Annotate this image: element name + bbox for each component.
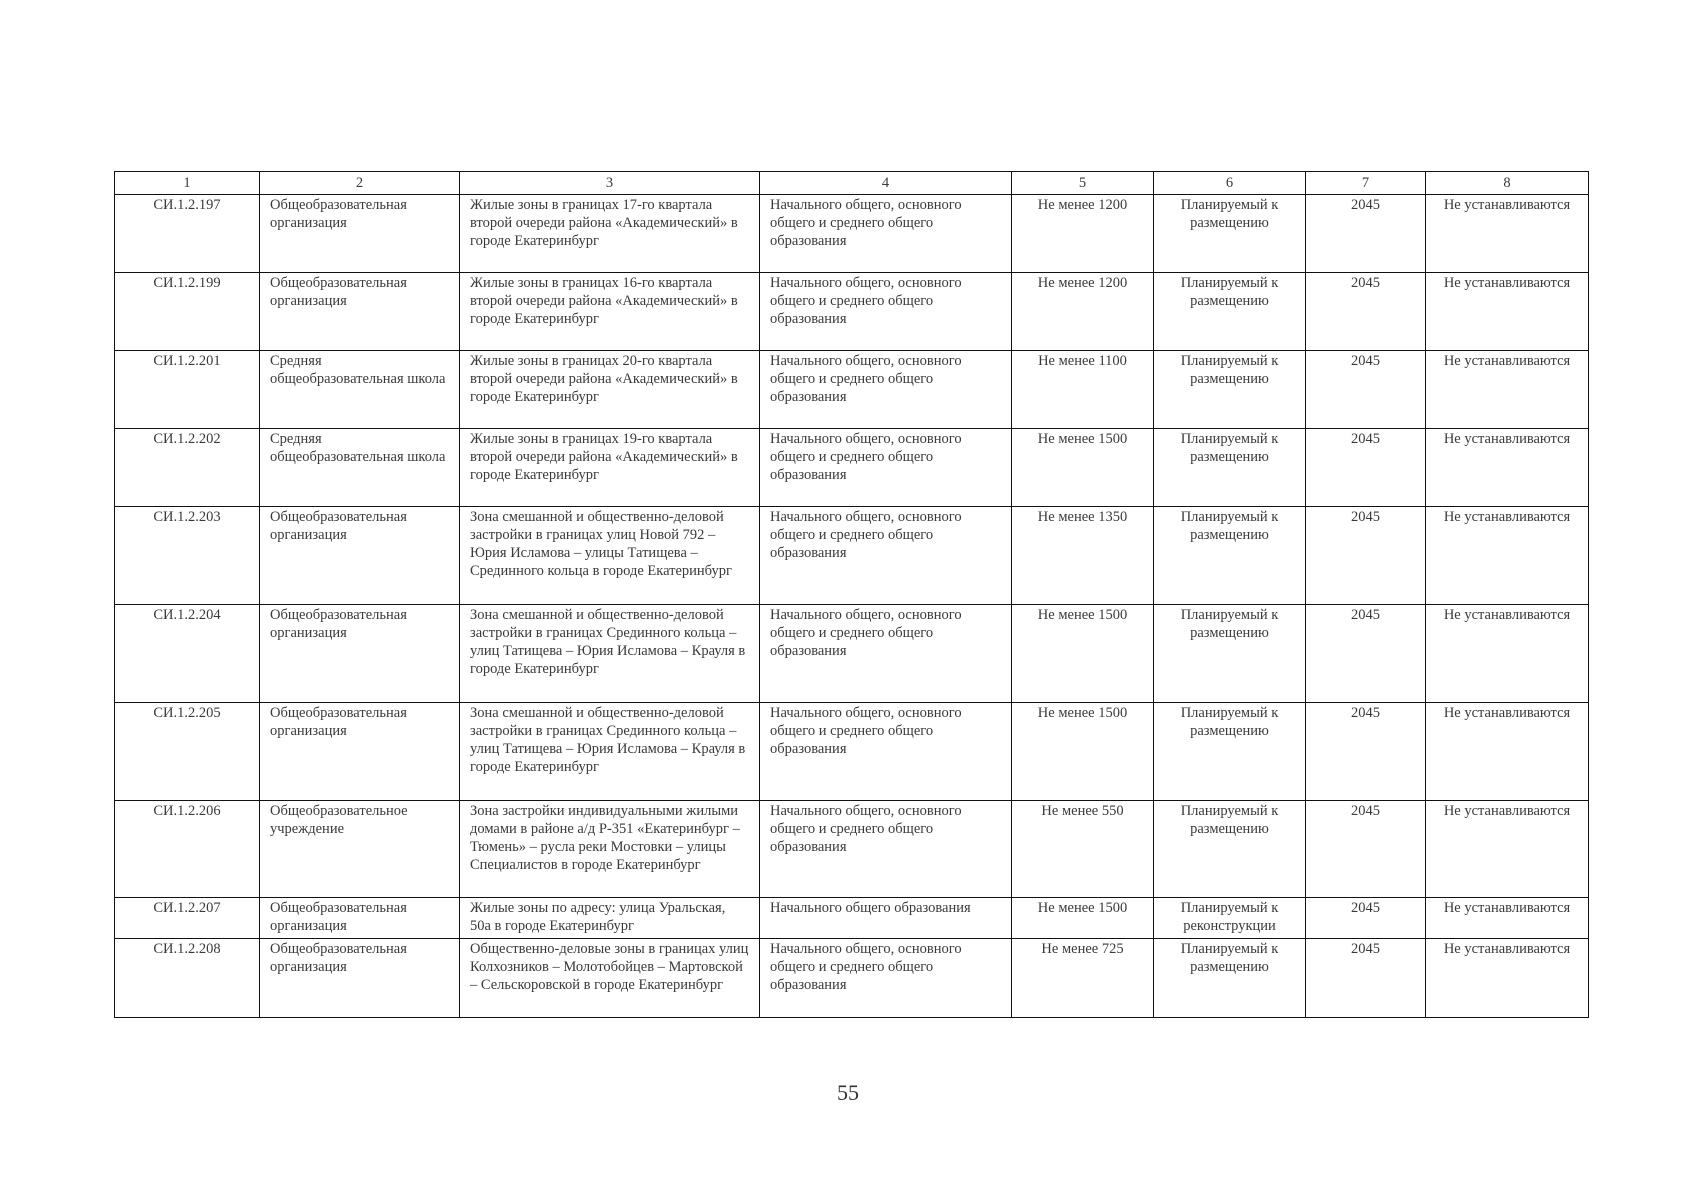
column-header-8: 8 xyxy=(1426,172,1589,195)
cell-location: Зона смешанной и общественно-деловой застройки в границах Срединного кольца – улиц Татищева – Юрия Исламова – Крауля в городе Екатеринбург xyxy=(460,605,760,703)
cell-location: Жилые зоны по адресу: улица Уральская, 50а в городе Екатеринбург xyxy=(460,898,760,939)
cell-object-type: Общеобразовательное учреждение xyxy=(260,801,460,898)
cell-status: Планируемый к реконструкции xyxy=(1154,898,1306,939)
cell-code: СИ.1.2.204 xyxy=(115,605,260,703)
cell-location: Жилые зоны в границах 16-го квартала второй очереди района «Академический» в городе Екатеринбург xyxy=(460,273,760,351)
table-row xyxy=(115,507,1589,605)
cell-education-level: Начального общего образования xyxy=(760,898,1012,939)
cell-education-level: Начального общего, основного общего и среднего общего образования xyxy=(760,195,1012,273)
column-header-4: 4 xyxy=(760,172,1012,195)
cell-zones: Не устанавливаются xyxy=(1426,939,1589,1018)
cell-education-level: Начального общего, основного общего и среднего общего образования xyxy=(760,273,1012,351)
cell-zones: Не устанавливаются xyxy=(1426,605,1589,703)
cell-zones: Не устанавливаются xyxy=(1426,351,1589,429)
cell-capacity: Не менее 1100 xyxy=(1012,351,1154,429)
cell-year: 2045 xyxy=(1306,195,1426,273)
cell-location: Зона смешанной и общественно-деловой застройки в границах улиц Новой 792 – Юрия Исламова – улицы Татищева – Срединного кольца в городе Екатеринбург xyxy=(460,507,760,605)
cell-object-type: Общеобразовательная организация xyxy=(260,605,460,703)
table-row xyxy=(115,351,1589,429)
cell-capacity: Не менее 1500 xyxy=(1012,703,1154,801)
cell-capacity: Не менее 550 xyxy=(1012,801,1154,898)
cell-education-level: Начального общего, основного общего и среднего общего образования xyxy=(760,429,1012,507)
cell-object-type: Общеобразовательная организация xyxy=(260,898,460,939)
cell-year: 2045 xyxy=(1306,351,1426,429)
table-row xyxy=(115,605,1589,703)
cell-zones: Не устанавливаются xyxy=(1426,703,1589,801)
cell-year: 2045 xyxy=(1306,605,1426,703)
cell-location: Зона смешанной и общественно-деловой застройки в границах Срединного кольца – улиц Татищева – Юрия Исламова – Крауля в городе Екатеринбург xyxy=(460,703,760,801)
column-header-3: 3 xyxy=(460,172,760,195)
cell-education-level: Начального общего, основного общего и среднего общего образования xyxy=(760,801,1012,898)
header-row xyxy=(115,172,1589,195)
cell-location: Жилые зоны в границах 20-го квартала второй очереди района «Академический» в городе Екатеринбург xyxy=(460,351,760,429)
cell-zones: Не устанавливаются xyxy=(1426,273,1589,351)
cell-capacity: Не менее 1350 xyxy=(1012,507,1154,605)
cell-object-type: Общеобразовательная организация xyxy=(260,703,460,801)
cell-code: СИ.1.2.208 xyxy=(115,939,260,1018)
cell-status: Планируемый к размещению xyxy=(1154,507,1306,605)
table-row xyxy=(115,801,1589,898)
cell-year: 2045 xyxy=(1306,801,1426,898)
cell-status: Планируемый к размещению xyxy=(1154,605,1306,703)
cell-object-type: Общеобразовательная организация xyxy=(260,195,460,273)
cell-code: СИ.1.2.207 xyxy=(115,898,260,939)
table-row xyxy=(115,429,1589,507)
cell-location: Зона застройки индивидуальными жилыми домами в районе а/д Р-351 «Екатеринбург – Тюмень» – русла реки Мостовки – улицы Специалистов в городе Екатеринбург xyxy=(460,801,760,898)
cell-education-level: Начального общего, основного общего и среднего общего образования xyxy=(760,351,1012,429)
cell-capacity: Не менее 1500 xyxy=(1012,605,1154,703)
cell-status: Планируемый к размещению xyxy=(1154,273,1306,351)
cell-code: СИ.1.2.202 xyxy=(115,429,260,507)
cell-code: СИ.1.2.199 xyxy=(115,273,260,351)
cell-object-type: Общеобразовательная организация xyxy=(260,507,460,605)
cell-code: СИ.1.2.203 xyxy=(115,507,260,605)
cell-object-type: Средняя общеобразовательная школа xyxy=(260,351,460,429)
cell-education-level: Начального общего, основного общего и среднего общего образования xyxy=(760,703,1012,801)
cell-year: 2045 xyxy=(1306,703,1426,801)
cell-code: СИ.1.2.197 xyxy=(115,195,260,273)
data-table xyxy=(114,171,1589,1018)
column-header-5: 5 xyxy=(1012,172,1154,195)
cell-year: 2045 xyxy=(1306,939,1426,1018)
cell-status: Планируемый к размещению xyxy=(1154,939,1306,1018)
cell-zones: Не устанавливаются xyxy=(1426,898,1589,939)
cell-capacity: Не менее 1200 xyxy=(1012,195,1154,273)
cell-zones: Не устанавливаются xyxy=(1426,801,1589,898)
cell-status: Планируемый к размещению xyxy=(1154,429,1306,507)
cell-location: Жилые зоны в границах 17-го квартала второй очереди района «Академический» в городе Екатеринбург xyxy=(460,195,760,273)
table-row xyxy=(115,195,1589,273)
cell-status: Планируемый к размещению xyxy=(1154,351,1306,429)
cell-code: СИ.1.2.201 xyxy=(115,351,260,429)
cell-zones: Не устанавливаются xyxy=(1426,507,1589,605)
cell-status: Планируемый к размещению xyxy=(1154,703,1306,801)
cell-year: 2045 xyxy=(1306,507,1426,605)
cell-code: СИ.1.2.205 xyxy=(115,703,260,801)
table-row xyxy=(115,703,1589,801)
cell-object-type: Общеобразовательная организация xyxy=(260,273,460,351)
cell-object-type: Общеобразовательная организация xyxy=(260,939,460,1018)
cell-capacity: Не менее 1200 xyxy=(1012,273,1154,351)
cell-education-level: Начального общего, основного общего и среднего общего образования xyxy=(760,605,1012,703)
column-header-7: 7 xyxy=(1306,172,1426,195)
cell-code: СИ.1.2.206 xyxy=(115,801,260,898)
table-row xyxy=(115,273,1589,351)
cell-capacity: Не менее 1500 xyxy=(1012,429,1154,507)
column-header-6: 6 xyxy=(1154,172,1306,195)
cell-capacity: Не менее 1500 xyxy=(1012,898,1154,939)
cell-zones: Не устанавливаются xyxy=(1426,429,1589,507)
cell-education-level: Начального общего, основного общего и среднего общего образования xyxy=(760,939,1012,1018)
cell-year: 2045 xyxy=(1306,273,1426,351)
cell-zones: Не устанавливаются xyxy=(1426,195,1589,273)
column-header-1: 1 xyxy=(115,172,260,195)
cell-capacity: Не менее 725 xyxy=(1012,939,1154,1018)
cell-education-level: Начального общего, основного общего и среднего общего образования xyxy=(760,507,1012,605)
cell-location: Жилые зоны в границах 19-го квартала второй очереди района «Академический» в городе Екатеринбург xyxy=(460,429,760,507)
cell-status: Планируемый к размещению xyxy=(1154,801,1306,898)
cell-object-type: Средняя общеобразовательная школа xyxy=(260,429,460,507)
cell-location: Общественно-деловые зоны в границах улиц Колхозников – Молотобойцев – Мартовской – Сельскоровской в городе Екатеринбург xyxy=(460,939,760,1018)
cell-year: 2045 xyxy=(1306,898,1426,939)
column-header-2: 2 xyxy=(260,172,460,195)
page-number: 55 xyxy=(837,1080,859,1105)
cell-year: 2045 xyxy=(1306,429,1426,507)
cell-status: Планируемый к размещению xyxy=(1154,195,1306,273)
table-row xyxy=(115,898,1589,939)
table-row xyxy=(115,939,1589,1018)
